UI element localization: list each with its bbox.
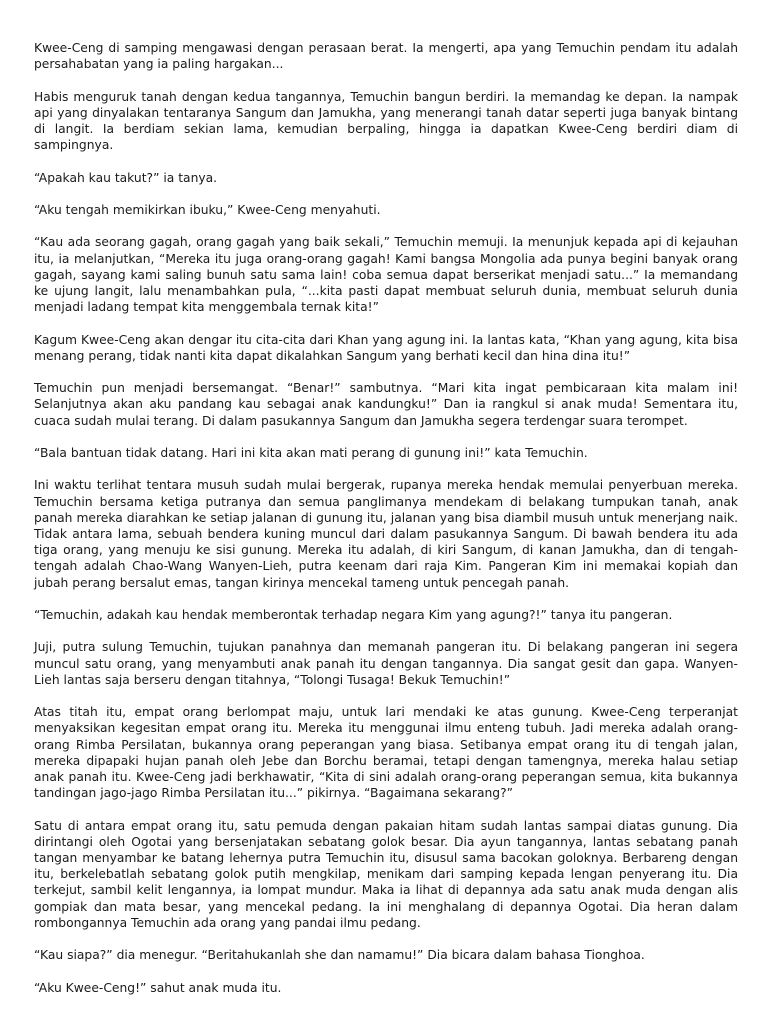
paragraph: “Aku tengah memikirkan ibuku,” Kwee-Ceng menyahuti. xyxy=(34,202,381,217)
paragraph: Ini waktu terlihat tentara musuh sudah mulai bergerak, rupanya mereka hendak memulai penyerbuan mereka. Temuchin bersama ketiga putranya dan semua panglimanya mendekam di belakang tumpukan tanah, anak panah mereka diarahkan ke setiap jalanan di gunung itu, jalanan yang bisa diambil musuh untuk menerjang naik. Tidak antara lama, sebuah bendera kuning muncul dari dalam pasukannya Sangum. Di bawah bendera itu ada tiga orang, yang menuju ke sisi gunung. Mereka itu adalah, di kiri Sangum, di kanan Jamukha, dan di tengah-tengah adalah Chao-Wang Wanyen-Lieh, putra keenam dari raja Kim. Pangeran Kim ini memakai kopiah dan jubah perang bersalut emas, tangan kirinya mencekal tameng untuk pencegah panah. xyxy=(34,478,738,590)
paragraph: Atas titah itu, empat orang berlompat maju, untuk lari mendaki ke atas gunung. Kwee-Ceng terperanjat menyaksikan kegesitan empat orang itu. Mereka itu menggunai ilmu enteng tubuh. Jadi mereka adalah orang-orang Rimba Persilatan, bukannya orang peperangan yang biasa. Setibanya empat orang itu di tengah jalan, mereka dipapaki hujan panah oleh Jebe dan Borchu beramai, tetapi dengan tamengnya, mereka halau setiap anak panah itu. Kwee-Ceng jadi berkhawatir, “Kita di sini adalah orang-orang peperangan semua, kita bukannya tandingan jago-jago Rimba Persilatan itu...” pikirnya. “Bagaimana sekarang?” xyxy=(34,705,738,801)
paragraph: “Kau ada seorang gagah, orang gagah yang baik sekali,” Temuchin memuji. Ia menunjuk kepada api di kejauhan itu, ia melanjutkan, “Mereka itu juga orang-orang gagah! Kami bangsa Mongolia ada punya begini banyak orang gagah, sayang kami saling bunuh satu sama lain! coba semua dapat berserikat menjadi satu...” Ia memandang ke ujung langit, lalu menambahkan pula, “...kita pasti dapat membuat seluruh dunia, membuat seluruh dunia menjadi ladang tempat kita menggembala ternak kita!” xyxy=(34,235,738,315)
paragraph: “Apakah kau takut?” ia tanya. xyxy=(34,170,218,185)
paragraph: “Aku Kwee-Ceng!” sahut anak muda itu. xyxy=(34,980,282,995)
paragraph: “Temuchin, adakah kau hendak memberontak terhadap negara Kim yang agung?!” tanya itu pangeran. xyxy=(34,607,673,622)
paragraph: Kwee-Ceng di samping mengawasi dengan perasaan berat. Ia mengerti, apa yang Temuchin pendam itu adalah persahabatan yang ia paling hargakan... xyxy=(34,41,738,72)
paragraph: “Bala bantuan tidak datang. Hari ini kita akan mati perang di gunung ini!” kata Temuchin. xyxy=(34,445,588,460)
paragraph: Temuchin pun menjadi bersemangat. “Benar!” sambutnya. “Mari kita ingat pembicaraan kita malam ini! Selanjutnya akan aku pandang kau sebagai anak kandungku!” Dan ia rangkul si anak muda! Sementara itu, cuaca sudah mulai terang. Di dalam pasukannya Sangum dan Jamukha segera terdengar suara terompet. xyxy=(34,381,738,428)
paragraph: Satu di antara empat orang itu, satu pemuda dengan pakaian hitam sudah lantas sampai diatas gunung. Dia dirintangi oleh Ogotai yang bersenjatakan sebatang golok besar. Dia ayun tangannya, lantas sebatang panah tangan menyambar ke batang lehernya putra Temuchin itu, disusul sama bacokan goloknya. Berbareng dengan itu, berkelebatlah sebatang golok putih mengkilap, menikam dari samping kepada lengan penyerang itu. Dia terkejut, sambil kelit lengannya, ia lompat mundur. Maka ia lihat di depannya ada satu anak muda dengan alis gompiak dan mata besar, yang mencekal pedang. Ia ini menghalang di depannya Ogotai. Dia heran dalam rombongannya Temuchin ada orang yang pandai ilmu pedang. xyxy=(34,818,738,930)
paragraph: Habis menguruk tanah dengan kedua tangannya, Temuchin bangun berdiri. Ia memandag ke depan. Ia nampak api yang dinyalakan tentaranya Sangum dan Jamukha, yang menerangi tanah datar seperti juga banyak bintang di langit. Ia berdiam sekian lama, kemudian berpaling, hingga ia dapatkan Kwee-Ceng berdiri diam di sampingnya. xyxy=(34,89,738,153)
paragraph: Juji, putra sulung Temuchin, tujukan panahnya dan memanah pangeran itu. Di belakang pangeran ini segera muncul satu orang, yang menyambuti anak panah itu dengan tangannya. Dia sangat gesit dan gapa. Wanyen-Lieh lantas saja berseru dengan titahnya, “Tolongi Tusaga! Bekuk Temuchin!” xyxy=(34,640,738,687)
paragraph: “Kau siapa?” dia menegur. “Beritahukanlah she dan namamu!” Dia bicara dalam bahasa Tionghoa. xyxy=(34,948,645,963)
paragraph: Kagum Kwee-Ceng akan dengar itu cita-cita dari Khan yang agung ini. Ia lantas kata, “Khan yang agung, kita bisa menang perang, tidak nanti kita dapat dikalahkan Sangum yang berhati kecil dan hina dina itu!” xyxy=(34,332,738,363)
